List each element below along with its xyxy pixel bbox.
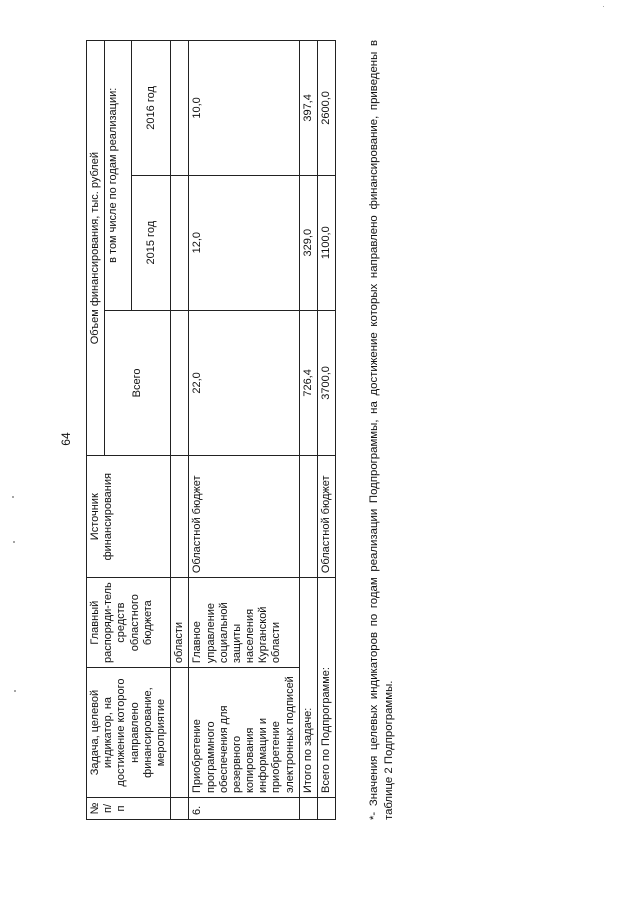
row-2016: 10,0	[189, 41, 300, 176]
subtotal-2016: 397,4	[299, 41, 317, 176]
header-2015: 2015 год	[132, 175, 171, 310]
grand-total-2015: 1100,0	[318, 175, 336, 310]
header-2016: 2016 год	[132, 41, 171, 176]
subtotal-2015: 329,0	[299, 175, 317, 310]
scan-speck	[603, 6, 604, 7]
row-2015: 12,0	[189, 175, 300, 310]
grand-total-label: Всего по Подпрограмме:	[318, 578, 336, 798]
grand-total-2016: 2600,0	[318, 41, 336, 176]
subtotal-source	[299, 456, 317, 578]
row-total: 22,0	[189, 310, 300, 456]
carry-over-row	[171, 41, 189, 820]
header-source: Источник финансирования	[87, 456, 171, 578]
row-num: 6.	[189, 798, 300, 820]
header-by-years: в том числе по годам реализации:	[105, 41, 132, 311]
rotated-page-content	[86, 40, 396, 820]
subtotal-total: 726,4	[299, 310, 317, 456]
row-manager: Главное управление социальной защиты населения Курганской области	[189, 578, 300, 668]
subtotal-row	[299, 41, 317, 820]
grand-total-total: 3700,0	[318, 310, 336, 456]
scan-speck	[12, 496, 14, 498]
scan-speck	[14, 690, 16, 692]
footnote: *- Значения целевых индикаторов по годам реализации Подпрограммы, на достижение которых направлено финансирование, приведены в таблице 2 Подпрограммы.	[368, 40, 396, 820]
carry-manager-cell: области	[171, 578, 189, 668]
row-source: Областной бюджет	[189, 456, 300, 578]
scan-speck	[13, 541, 15, 543]
header-task: Задача, целевой индикатор, на достижение которого направлено финансирование, мероприятие	[87, 668, 171, 798]
row-task: Приобретение программного обеспечения для резервного копирования информации и приобретение электронных подписей	[189, 668, 300, 798]
header-manager: Главный распоряди-тель средств областного бюджета	[87, 578, 171, 668]
header-total: Всего	[105, 310, 171, 456]
header-num: № п/п	[87, 798, 171, 820]
table-row	[189, 41, 300, 820]
grand-total-source: Областной бюджет	[318, 456, 336, 578]
subtotal-label: Итого по задаче:	[299, 578, 317, 798]
header-volume: Объем финансирования, тыс. рублей	[87, 41, 105, 456]
grand-total-row	[318, 41, 336, 820]
page-number: 64	[59, 432, 73, 446]
financing-table	[86, 40, 336, 820]
